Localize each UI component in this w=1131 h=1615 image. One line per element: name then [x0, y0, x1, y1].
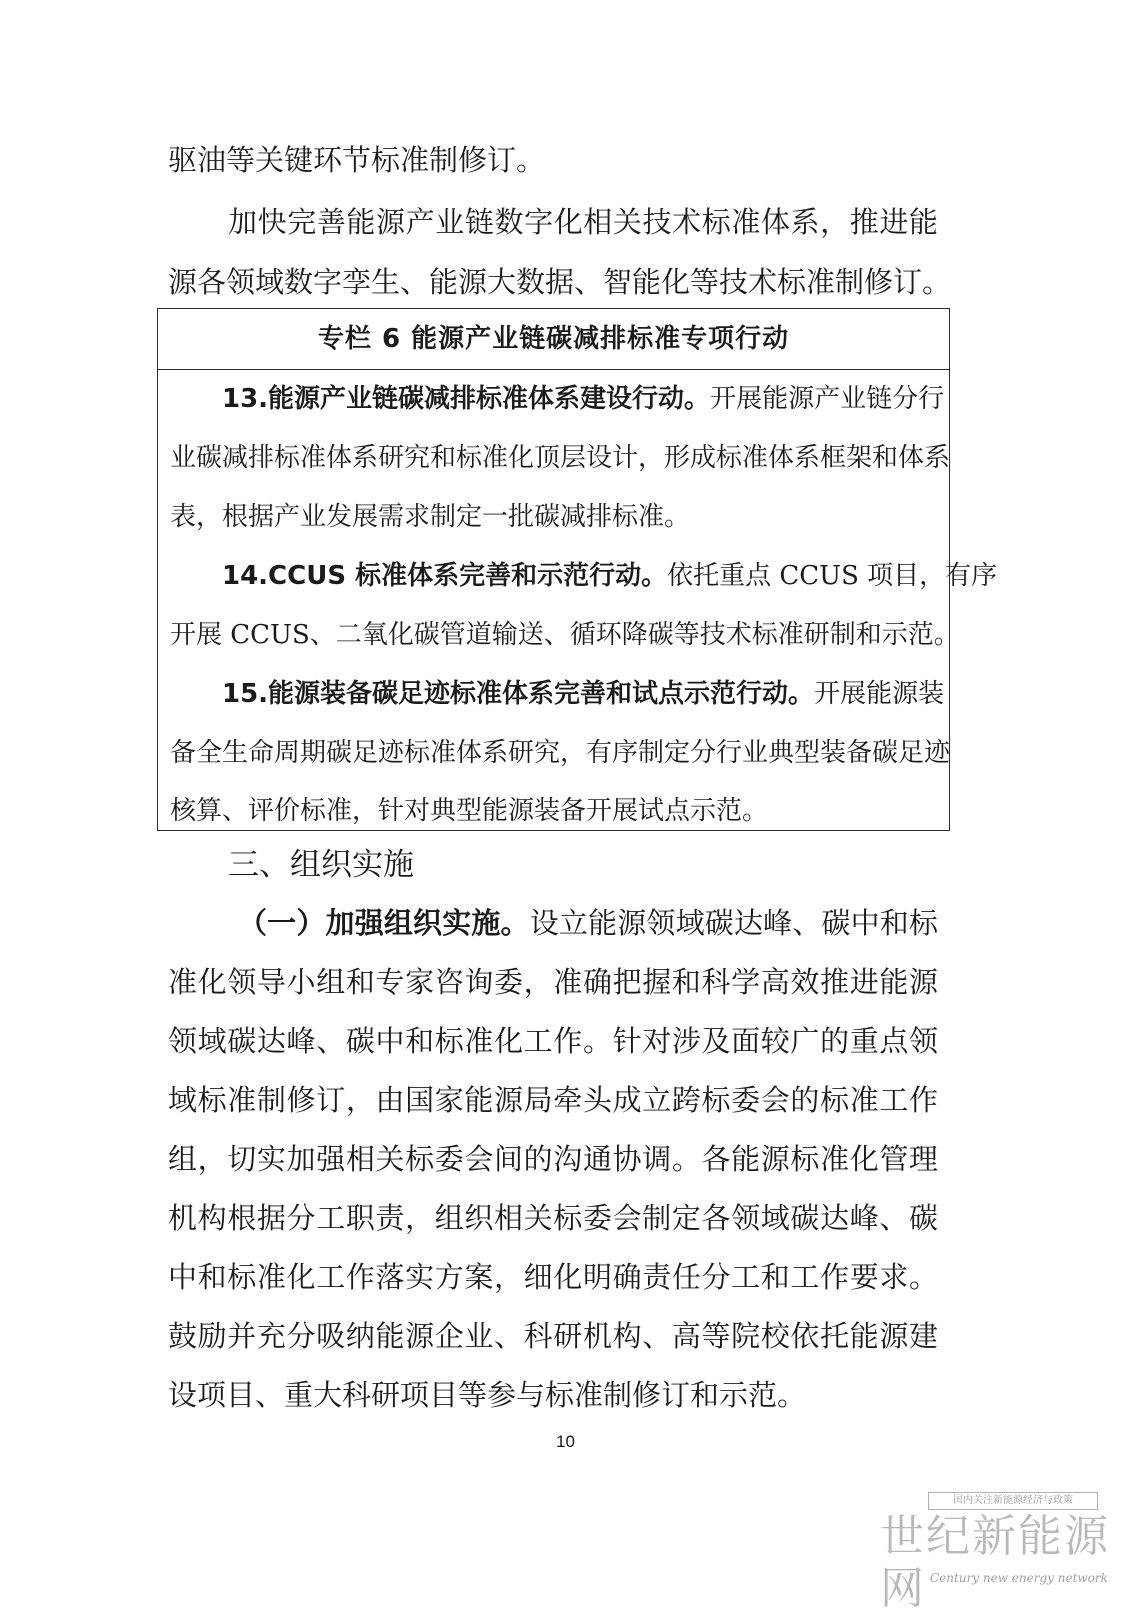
page-number: 10: [556, 1432, 575, 1451]
item-14-line: [222, 558, 998, 594]
item-14-heading: 14.CCUS 标准体系完善和示范行动。: [222, 561, 668, 591]
body-line: 驱油等关键环节标准制修订。: [168, 143, 546, 177]
item-15-line: 备全生命周期碳足迹标准体系研究，有序制定分行业典型装备碳足迹: [170, 738, 951, 768]
column-divider: [158, 369, 949, 370]
paragraph-heading: （一）加强组织实施。: [238, 906, 530, 940]
paragraph-line: 机构根据分工职责，组织相关标委会制定各领域碳达峰、碳: [168, 1201, 938, 1235]
item-13-line: 表，根据产业发展需求制定一批碳减排标准。: [170, 502, 691, 532]
item-14-line: 开展 CCUS、二氧化碳管道输送、循环降碳等技术标准研制和示范。: [170, 620, 960, 650]
paragraph-line: 中和标准化工作落实方案，细化明确责任分工和工作要求。: [168, 1260, 938, 1294]
paragraph-text: 设立能源领域碳达峰、碳中和标: [529, 906, 938, 940]
watermark-logo: 世纪新能源网: [880, 1511, 1110, 1614]
paragraph-line: 准化领导小组和专家咨询委，准确把握和科学高效推进能源: [168, 965, 938, 999]
item-15-text: 开展能源装: [814, 679, 945, 709]
paragraph-line: [238, 903, 938, 943]
item-14-text: 依托重点 CCUS 项目，有序: [667, 561, 998, 591]
paragraph-line: 组，切实加强相关标委会间的沟通协调。各能源标准化管理: [168, 1142, 938, 1176]
body-line: 加快完善能源产业链数字化相关技术标准体系，推进能: [228, 205, 938, 239]
section-heading: 三、组织实施: [228, 847, 414, 883]
item-13-line: [222, 381, 945, 417]
watermark-tagline: 国内关注新能源经济与政策: [928, 1492, 1098, 1510]
paragraph-line: 领域碳达峰、碳中和标准化工作。针对涉及面较广的重点领: [168, 1024, 938, 1058]
item-13-heading: 13.能源产业链碳减排标准体系建设行动。: [222, 384, 711, 414]
item-13-text: 开展能源产业链分行: [710, 384, 945, 414]
item-15-line: [222, 676, 945, 712]
watermark-english: Century new energy network: [930, 1571, 1108, 1585]
item-15-line: 核算、评价标准，针对典型能源装备开展试点示范。: [170, 796, 769, 826]
body-line: 源各领域数字孪生、能源大数据、智能化等技术标准制修订。: [168, 265, 952, 299]
paragraph-line: 鼓励并充分吸纳能源企业、科研机构、高等院校依托能源建: [168, 1319, 938, 1353]
item-13-line: 业碳减排标准体系研究和标准化顶层设计，形成标准体系框架和体系: [170, 443, 951, 473]
column-title: 专栏 6 能源产业链碳减排标准专项行动: [317, 324, 790, 354]
item-15-heading: 15.能源装备碳足迹标准体系完善和试点示范行动。: [222, 679, 815, 709]
special-column-box: [157, 308, 998, 831]
paragraph-line: 域标准制修订，由国家能源局牵头成立跨标委会的标准工作: [168, 1083, 938, 1117]
paragraph-line: 设项目、重大科研项目等参与标准制修订和示范。: [168, 1378, 807, 1412]
